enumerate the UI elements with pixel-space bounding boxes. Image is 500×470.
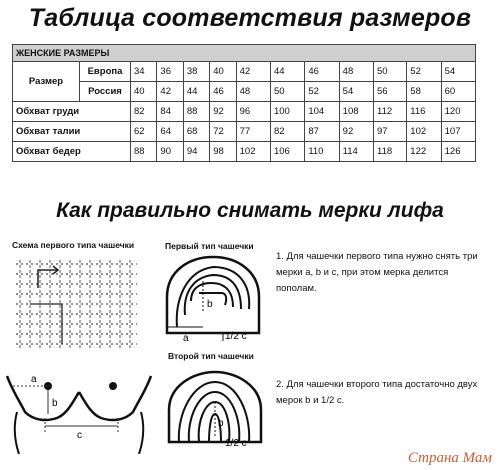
- size-label: Размер: [13, 62, 80, 102]
- type2-b-label: b: [218, 418, 224, 429]
- russia-cell: 40: [131, 82, 157, 102]
- type2-label: Второй тип чашечки: [168, 351, 254, 361]
- note-type2: 2. Для чашечки второго типа достаточно двух мерок b и 1/2 c.: [276, 379, 478, 406]
- europe-cell: 36: [157, 62, 183, 82]
- table-cell: 116: [407, 102, 441, 122]
- russia-label: Россия: [80, 82, 131, 102]
- russia-cell: 54: [339, 82, 373, 102]
- europe-cell: 46: [305, 62, 339, 82]
- europe-cell: 52: [407, 62, 441, 82]
- type1-b-label: b: [207, 299, 213, 310]
- table-cell: 112: [374, 102, 407, 122]
- type1-halfc-label: 1/2 c: [225, 331, 247, 342]
- type1-label: Первый тип чашечки: [165, 241, 254, 251]
- table-header: ЖЕНСКИЕ РАЗМЕРЫ: [13, 45, 476, 62]
- measure-b-label: b: [52, 398, 58, 409]
- table-cell: 88: [131, 142, 157, 162]
- table-cell: 98: [210, 142, 236, 162]
- measure-a-label: a: [31, 374, 37, 385]
- table-cell: 107: [441, 122, 475, 142]
- europe-cell: 34: [131, 62, 157, 82]
- russia-cell: 42: [157, 82, 183, 102]
- table-row: [13, 142, 476, 162]
- europe-cell: 42: [236, 62, 270, 82]
- table-cell: 94: [183, 142, 209, 162]
- russia-cell: 44: [183, 82, 209, 102]
- table-cell: 118: [374, 142, 407, 162]
- table-cell: 96: [236, 102, 270, 122]
- watermark-logo: Страна Мам: [407, 450, 492, 466]
- table-cell: 126: [441, 142, 475, 162]
- europe-label: Европа: [80, 62, 131, 82]
- europe-cell: 48: [339, 62, 373, 82]
- table-cell: 77: [236, 122, 270, 142]
- bust-measurement-diagram: [5, 362, 155, 454]
- europe-cell: 40: [210, 62, 236, 82]
- table-cell: 106: [270, 142, 304, 162]
- russia-cell: 52: [305, 82, 339, 102]
- row-label: Обхват бедер: [13, 142, 131, 162]
- europe-cell: 50: [374, 62, 407, 82]
- table-cell: 82: [131, 102, 157, 122]
- cup-type2-diagram: [165, 366, 265, 448]
- table-cell: 102: [236, 142, 270, 162]
- table-cell: 72: [210, 122, 236, 142]
- row-label: Обхват талии: [13, 122, 131, 142]
- measure-c-label: c: [77, 430, 82, 441]
- note-type1: 1. Для чашечки первого типа нужно снять три мерки a, b и c, при этом мерка делится пополам.: [276, 251, 478, 294]
- table-cell: 64: [157, 122, 183, 142]
- table-cell: 97: [374, 122, 407, 142]
- type1-a-label: a: [183, 333, 189, 343]
- cup-type1-diagram: [163, 253, 263, 343]
- table-row: [13, 122, 476, 142]
- table-cell: 104: [305, 102, 339, 122]
- russia-cell: 60: [441, 82, 475, 102]
- russia-cell: 56: [374, 82, 407, 102]
- table-cell: 82: [270, 122, 304, 142]
- table-cell: 102: [407, 122, 441, 142]
- table-cell: 108: [339, 102, 373, 122]
- crochet-scheme-diagram: [12, 252, 147, 352]
- type2-halfc-label: 1/2 c: [225, 438, 247, 448]
- table-cell: 110: [305, 142, 339, 162]
- row-label: Обхват груди: [13, 102, 131, 122]
- table-cell: 114: [339, 142, 373, 162]
- europe-cell: 38: [183, 62, 209, 82]
- section-title: Как правильно снимать мерки лифа: [56, 199, 444, 222]
- europe-cell: 54: [441, 62, 475, 82]
- table-cell: 92: [339, 122, 373, 142]
- russia-cell: 48: [236, 82, 270, 102]
- table-cell: 62: [131, 122, 157, 142]
- table-cell: 88: [183, 102, 209, 122]
- russia-cell: 58: [407, 82, 441, 102]
- table-cell: 87: [305, 122, 339, 142]
- table-cell: 100: [270, 102, 304, 122]
- table-row: [13, 102, 476, 122]
- table-cell: 122: [407, 142, 441, 162]
- table-cell: 120: [441, 102, 475, 122]
- scheme-label: Схема первого типа чашечки: [12, 240, 135, 250]
- table-cell: 84: [157, 102, 183, 122]
- page-title: Таблица соответствия размеров: [28, 4, 472, 32]
- russia-cell: 50: [270, 82, 304, 102]
- russia-cell: 46: [210, 82, 236, 102]
- table-cell: 90: [157, 142, 183, 162]
- europe-cell: 44: [270, 62, 304, 82]
- size-table: [12, 44, 476, 162]
- nipple-right: [109, 382, 117, 390]
- table-cell: 92: [210, 102, 236, 122]
- table-cell: 68: [183, 122, 209, 142]
